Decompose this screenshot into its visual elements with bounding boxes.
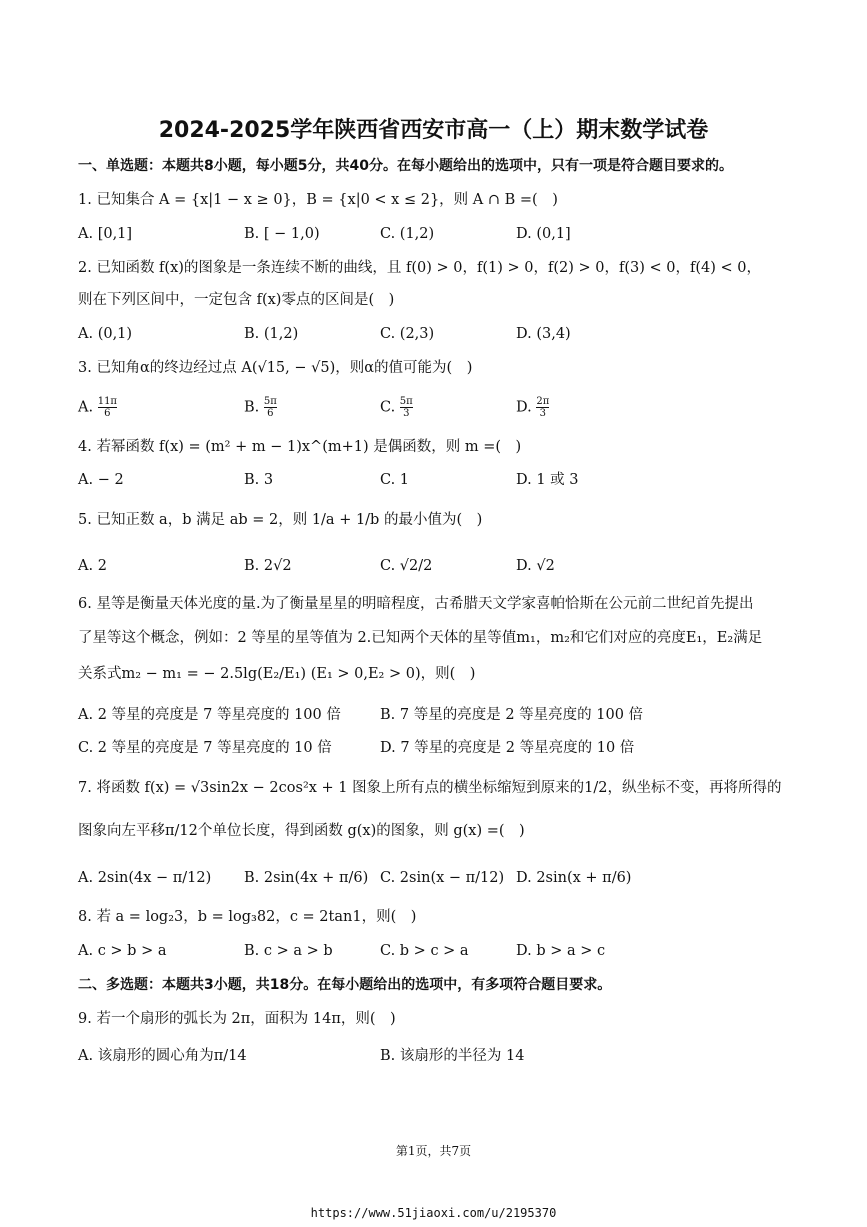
q7-option-d: D. 2sin(x + π/6) <box>516 870 632 886</box>
question-6-stem-2: 了星等这个概念，例如：2 等星的星等值为 2.已知两个天体的星等值m₁，m₂和它们对应的亮度E₁，E₂满足 <box>78 630 763 646</box>
q8-option-d: D. b > a > c <box>516 943 606 959</box>
q6-option-a: A. 2 等星的亮度是 7 等星亮度的 100 倍 <box>78 707 341 723</box>
q3-option-d: D. $\frac{2\pi}{3}$ <box>516 396 550 419</box>
question-6-stem-1: 6. 星等是衡量天体光度的量.为了衡量星星的明暗程度，古希腊天文学家喜帕恰斯在公元前二世纪首先提出 <box>78 596 754 612</box>
q1-option-a: A. [0,1] <box>78 226 133 242</box>
q4-option-b: B. 3 <box>244 472 274 488</box>
q1-option-c: C. (1,2) <box>380 226 435 242</box>
q3-b-denominator: 6 <box>267 408 274 419</box>
page-title: 2024-2025学年陕西省西安市高一（上）期末数学试卷 <box>158 118 709 143</box>
q3-a-denominator: 6 <box>104 408 111 419</box>
q3-option-b: B. $\frac{5\pi}{6}$ <box>244 396 277 419</box>
q6-option-b: B. 7 等星的亮度是 2 等星亮度的 100 倍 <box>380 707 644 723</box>
q2-option-a: A. (0,1) <box>78 326 133 342</box>
question-7-stem-2: 图象向左平移π/12个单位长度，得到函数 g(x)的图象，则 g(x) =( ) <box>78 823 525 839</box>
q5-option-a: A. 2 <box>78 558 107 574</box>
question-2-stem-cont: 则在下列区间中，一定包含 f(x)零点的区间是( ) <box>78 292 395 308</box>
q3-c-denominator: 3 <box>403 408 410 419</box>
question-8-stem: 8. 若 a = log₂3，b = log₃82，c = 2tan1，则( ) <box>78 909 417 925</box>
q3-option-c: C. $\frac{5\pi}{3}$ <box>380 396 413 419</box>
question-4-stem: 4. 若幂函数 f(x) = (m² + m − 1)x^(m+1) 是偶函数，则 m =( ) <box>78 439 522 455</box>
q8-option-b: B. c > a > b <box>244 943 333 959</box>
q5-option-c: C. √2/2 <box>380 558 433 574</box>
q3-b-numerator: 5π <box>263 396 277 407</box>
q6-option-d: D. 7 等星的亮度是 2 等星亮度的 10 倍 <box>380 740 635 756</box>
q1-option-d: D. (0,1] <box>516 226 571 242</box>
q1-option-b: B. [ − 1,0) <box>244 226 320 242</box>
q4-option-d: D. 1 或 3 <box>516 472 579 488</box>
section-single-choice: 一、单选题：本题共8小题，每小题5分，共40分。在每小题给出的选项中，只有一项是符合题目要求的。 <box>78 158 733 174</box>
q2-option-d: D. (3,4) <box>516 326 571 342</box>
q5-option-d: D. √2 <box>516 558 555 574</box>
q3-c-numerator: 5π <box>399 396 413 407</box>
q7-option-a: A. 2sin(4x − π/12) <box>78 870 212 886</box>
q3-option-a: A. $\frac{11\pi}{6}$ <box>78 396 117 419</box>
q2-option-c: C. (2,3) <box>380 326 435 342</box>
question-7-stem-1: 7. 将函数 f(x) = √3sin2x − 2cos²x + 1 图象上所有点的横坐标缩短到原来的1/2，纵坐标不变，再将所得的 <box>78 780 782 796</box>
question-6-stem-3: 关系式m₂ − m₁ = − 2.5lg(E₂/E₁) (E₁ > 0,E₂ > 0)，则( ) <box>78 666 476 682</box>
q9-option-a: A. 该扇形的圆心角为π/14 <box>78 1048 247 1064</box>
q2-option-b: B. (1,2) <box>244 326 299 342</box>
q7-option-b: B. 2sin(4x + π/6) <box>244 870 369 886</box>
question-3-stem: 3. 已知角α的终边经过点 A(√15, − √5)，则α的值可能为( ) <box>78 360 473 376</box>
q8-option-c: C. b > c > a <box>380 943 469 959</box>
question-5-stem: 5. 已知正数 a，b 满足 ab = 2，则 1/a + 1/b 的最小值为( ) <box>78 512 483 528</box>
q8-option-a: A. c > b > a <box>78 943 167 959</box>
q5-option-b: B. 2√2 <box>244 558 292 574</box>
question-1-stem: 1. 已知集合 A = {x|1 − x ≥ 0}，B = {x|0 < x ≤ 2}，则 A ∩ B =( ) <box>78 192 558 208</box>
q3-d-denominator: 3 <box>539 408 546 419</box>
q3-d-numerator: 2π <box>536 396 550 407</box>
page-footer: 第1页，共7页 <box>395 1144 472 1158</box>
watermark-url: https://www.51jiaoxi.com/u/2195370 <box>310 1206 557 1220</box>
q4-option-a: A. − 2 <box>78 472 124 488</box>
q9-option-b: B. 该扇形的半径为 14 <box>380 1048 525 1064</box>
question-9-stem: 9. 若一个扇形的弧长为 2π，面积为 14π，则( ) <box>78 1011 396 1027</box>
q7-option-c: C. 2sin(x − π/12) <box>380 870 505 886</box>
q3-a-numerator: 11π <box>97 396 117 407</box>
question-2-stem: 2. 已知函数 f(x)的图象是一条连续不断的曲线，且 f(0) > 0，f(1) > 0，f(2) > 0，f(3) < 0，f(4) < 0， <box>78 260 762 276</box>
q4-option-c: C. 1 <box>380 472 410 488</box>
q6-option-c: C. 2 等星的亮度是 7 等星亮度的 10 倍 <box>78 740 332 756</box>
section-multiple-choice: 二、多选题：本题共3小题，共18分。在每小题给出的选项中，有多项符合题目要求。 <box>78 977 612 993</box>
